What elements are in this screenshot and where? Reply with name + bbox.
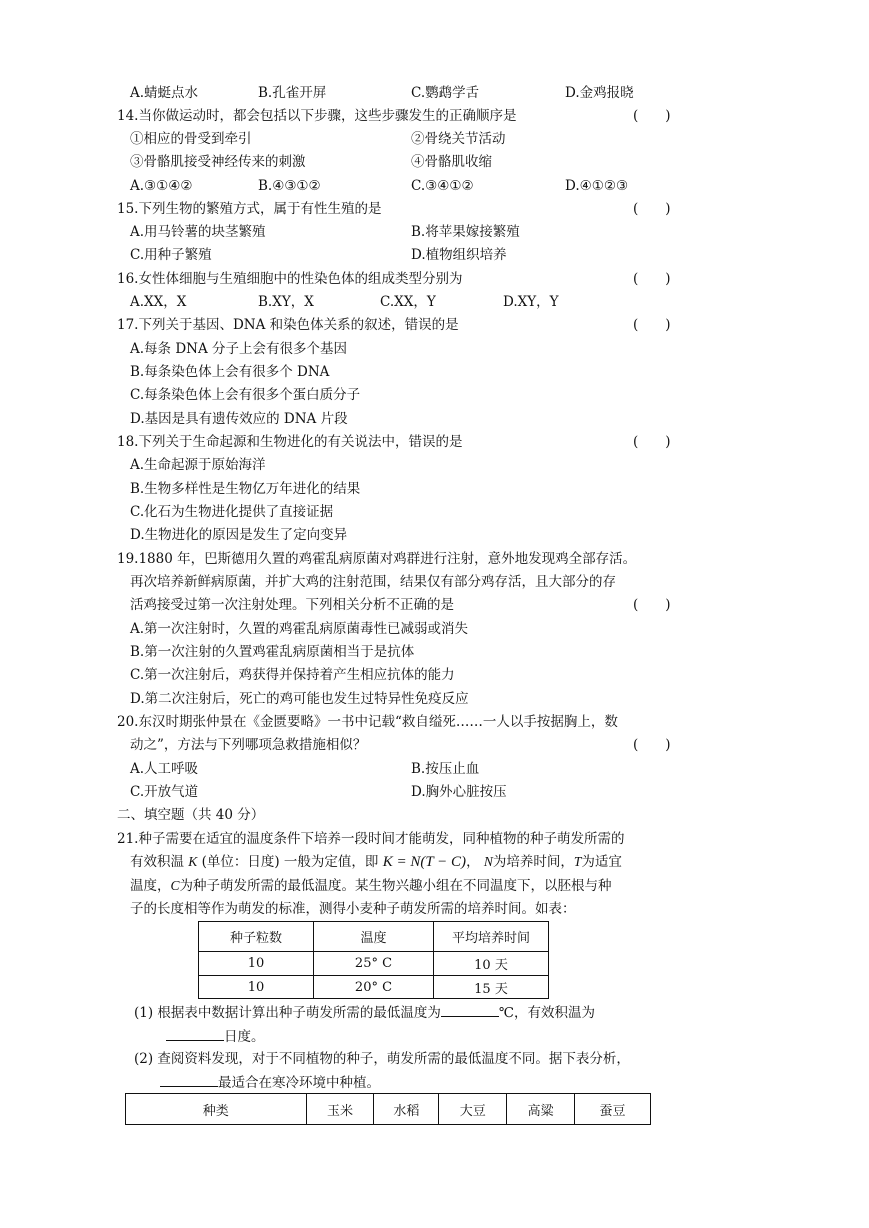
q20-option-d: D.胸外心脏按压: [411, 784, 507, 800]
table-cell: 20° C: [313, 976, 433, 999]
q14-answer-paren: ( ): [633, 108, 671, 124]
q19-stem-line1: 19.1880 年，巴斯德用久置的鸡霍乱病原菌对鸡群进行注射，意外地发现鸡全部存活。: [117, 551, 637, 567]
q21-sub1-text: 日度。: [224, 1029, 265, 1045]
q21-table-wheat: [198, 921, 549, 999]
q14-option-a: A.③①④②: [130, 178, 193, 194]
q21-var-n: N: [483, 854, 493, 869]
q14-step-4: ④骨骼肌收缩: [411, 154, 492, 170]
q15-option-b: B.将苹果嫁接繁殖: [411, 224, 520, 240]
table-header-cell: 蚕豆: [575, 1094, 651, 1125]
q20-stem-line1: 20.东汉时期张仲景在《金匮要略》一书中记载“救自缢死……一人以手按据胸上，数: [117, 714, 618, 730]
q16-answer-paren: ( ): [633, 271, 671, 287]
q21-text: 有效积温: [130, 854, 184, 870]
q18-stem: 18.下列关于生命起源和生物进化的有关说法中，错误的是: [117, 434, 463, 450]
q20-answer-paren: ( ): [633, 737, 671, 753]
q14-step-3: ③骨骼肌接受神经传来的刺激: [130, 154, 306, 170]
q17-answer-paren: ( ): [633, 317, 671, 333]
q21-formula: K = N(T − C): [382, 854, 467, 870]
q16-option-c: C.XX，Y: [380, 294, 436, 310]
q21-text: 为适宜: [581, 854, 622, 870]
q15-option-a: A.用马铃薯的块茎繁殖: [130, 224, 266, 240]
q20-stem-line2: 动之”，方法与下列哪项急救措施相似？: [130, 737, 367, 753]
table-row: [199, 952, 549, 976]
q20-option-c: C.开放气道: [130, 784, 199, 800]
q17-option-d: D.基因是具有遗传效应的 DNA 片段: [130, 411, 348, 427]
q16-stem: 16.女性体细胞与生殖细胞中的性染色体的组成类型分别为: [117, 271, 463, 287]
table-row: [199, 976, 549, 999]
q21-stem-line3: [130, 876, 612, 896]
q19-option-c: C.第一次注射后，鸡获得并保持着产生相应抗体的能力: [130, 667, 455, 683]
answer-blank-effective-temp[interactable]: [166, 1026, 224, 1041]
q13-option-d: D.金鸡报晓: [565, 85, 634, 101]
answer-blank-cold-crop[interactable]: [160, 1072, 218, 1087]
section-heading-fill-in: 二、填空题（共 40 分）: [117, 807, 265, 823]
table-header-cell: 平均培养时间: [433, 922, 548, 952]
table-header-cell: 大豆: [439, 1094, 507, 1125]
table-cell: 25° C: [313, 952, 433, 976]
q14-step-1: ①相应的骨受到牵引: [130, 131, 252, 147]
q21-text: 为种子萌发所需的最低温度。某生物兴趣小组在不同温度下，以胚根与种: [179, 878, 612, 894]
answer-blank-min-temp[interactable]: [441, 1002, 499, 1017]
q21-sub1-line1: [134, 1002, 595, 1023]
q16-option-a: A.XX，X: [130, 294, 187, 310]
q21-var-c: C: [170, 878, 180, 893]
q21-var-t: T: [573, 854, 582, 869]
q21-sub2-text: 最适合在寒冷环境中种植。: [218, 1075, 380, 1091]
q19-stem-line3: 活鸡接受过第一次注射处理。下列相关分析不正确的是: [130, 597, 454, 613]
q19-answer-paren: ( ): [633, 597, 671, 613]
table-cell: 15 天: [433, 976, 548, 999]
q21-table-crops: [125, 1093, 651, 1125]
q18-option-a: A.生命起源于原始海洋: [130, 457, 266, 473]
q15-stem: 15.下列生物的繁殖方式，属于有性生殖的是: [117, 201, 382, 217]
q14-stem: 14.当你做运动时，都会包括以下步骤，这些步骤发生的正确顺序是: [117, 108, 517, 124]
q21-stem-line2: [130, 852, 622, 872]
q20-option-b: B.按压止血: [411, 761, 480, 777]
q13-option-b: B.孔雀开屏: [258, 85, 327, 101]
q21-stem-line1: 21.种子需要在适宜的温度条件下培养一段时间才能萌发，同种植物的种子萌发所需的: [117, 831, 625, 847]
q17-option-c: C.每条染色体上会有很多个蛋白质分子: [130, 387, 361, 403]
q19-option-a: A.第一次注射时，久置的鸡霍乱病原菌毒性已减弱或消失: [130, 621, 469, 637]
q17-option-a: A.每条 DNA 分子上会有很多个基因: [130, 341, 348, 357]
q19-option-d: D.第二次注射后，死亡的鸡可能也发生过特异性免疫反应: [130, 691, 469, 707]
q13-option-c: C.鹦鹉学舌: [411, 85, 480, 101]
q21-sub2-line1: (2) 查阅资料发现，对于不同植物的种子，萌发所需的最低温度不同。据下表分析，: [134, 1051, 630, 1067]
q20-option-a: A.人工呼吸: [130, 761, 199, 777]
q21-sub1-text: (1) 根据表中数据计算出种子萌发所需的最低温度为: [134, 1005, 441, 1021]
table-header-cell: 种类: [126, 1094, 307, 1125]
table-header-row: [126, 1094, 651, 1125]
q21-text: ，: [466, 854, 480, 870]
q21-stem-line4: 子的长度相等作为萌发的标准，测得小麦种子萌发所需的培养时间。如表：: [130, 901, 576, 917]
q18-option-b: B.生物多样性是生物亿万年进化的结果: [130, 481, 361, 497]
q14-step-2: ②骨绕关节活动: [411, 131, 506, 147]
q21-text: 为培养时间，: [492, 854, 574, 870]
q15-option-c: C.用种子繁殖: [130, 247, 212, 263]
table-header-cell: 种子粒数: [199, 922, 314, 952]
table-cell: 10 天: [433, 952, 548, 976]
q15-option-d: D.植物组织培养: [411, 247, 507, 263]
q18-answer-paren: ( ): [633, 434, 671, 450]
table-header-row: [199, 922, 549, 952]
q21-var-k: K: [188, 854, 198, 869]
q16-option-d: D.XY，Y: [503, 294, 559, 310]
q17-stem: 17.下列关于基因、DNA 和染色体关系的叙述，错误的是: [117, 317, 459, 333]
q13-option-a: A.蜻蜓点水: [130, 85, 199, 101]
q19-option-b: B.第一次注射的久置鸡霍乱病原菌相当于是抗体: [130, 644, 415, 660]
q14-option-c: C.③④①②: [411, 178, 474, 194]
q18-option-d: D.生物进化的原因是发生了定向变异: [130, 527, 348, 543]
table-header-cell: 水稻: [374, 1094, 439, 1125]
table-cell: 10: [199, 976, 314, 999]
table-header-cell: 温度: [313, 922, 433, 952]
q21-text: 温度，: [130, 878, 171, 894]
q21-sub1-text: ℃，有效积温为: [498, 1005, 596, 1021]
q14-option-d: D.④①②③: [565, 178, 629, 194]
table-header-cell: 高粱: [507, 1094, 575, 1125]
q19-stem-line2: 再次培养新鲜病原菌，并扩大鸡的注射范围，结果仅有部分鸡存活，且大部分的存: [130, 574, 616, 590]
q21-sub1-line2: [166, 1026, 265, 1047]
q18-option-c: C.化石为生物进化提供了直接证据: [130, 504, 334, 520]
q21-sub2-line2: [160, 1072, 380, 1093]
q21-text: (单位：日度) 一般为定值，即: [201, 854, 379, 870]
q17-option-b: B.每条染色体上会有很多个 DNA: [130, 364, 330, 380]
table-cell: 10: [199, 952, 314, 976]
q16-option-b: B.XY，X: [258, 294, 314, 310]
table-header-cell: 玉米: [306, 1094, 374, 1125]
q14-option-b: B.④③①②: [258, 178, 321, 194]
q15-answer-paren: ( ): [633, 201, 671, 217]
